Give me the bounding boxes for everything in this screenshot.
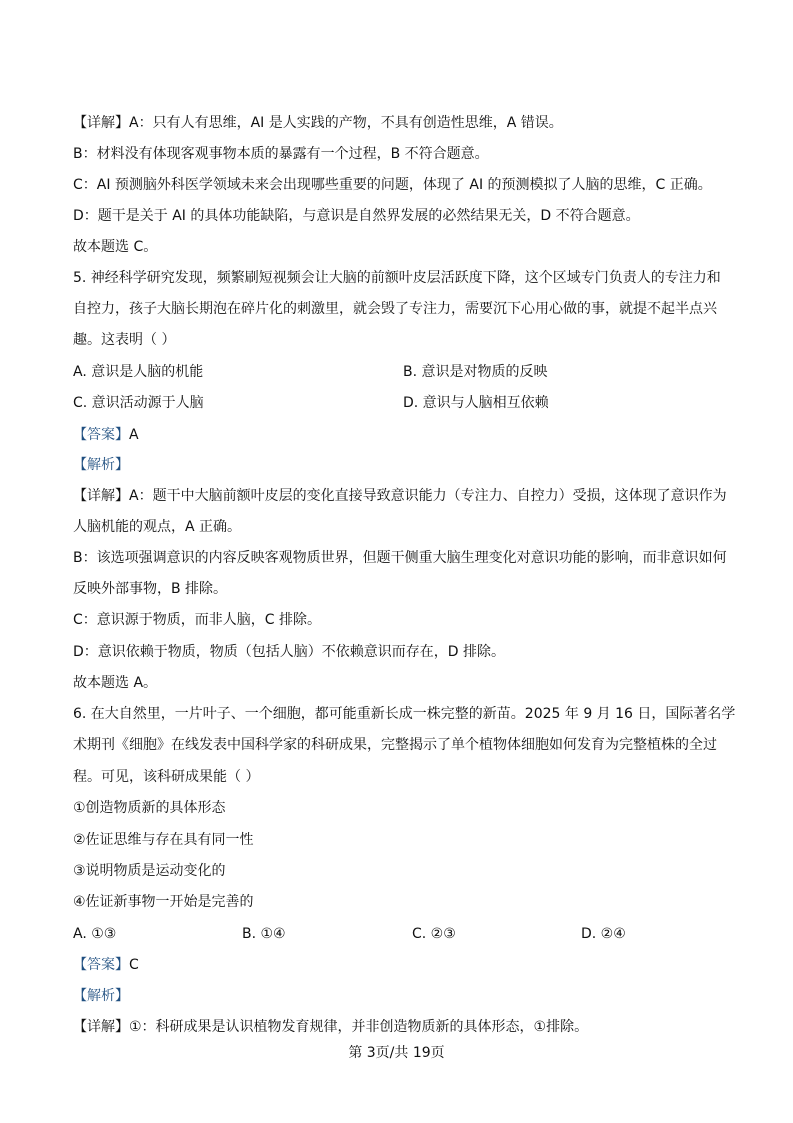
analysis-line: D：题干是关于 AI 的具体功能缺陷，与意识是自然界发展的必然结果无关，D 不符合题意。 (73, 208, 640, 224)
analysis-line: D：意识依赖于物质，物质（包括人脑）不依赖意识而存在，D 排除。 (73, 644, 506, 660)
answer-label: 【答案】 (73, 427, 129, 443)
option-b: B. ①④ (242, 926, 286, 942)
analysis-line: C：意识源于物质，而非人脑，C 排除。 (73, 612, 321, 628)
page-footer: 第 3页/共 19页 (348, 1045, 445, 1061)
analysis-line: C：AI 预测脑外科医学领域未来会出现哪些重要的问题，体现了 AI 的预测模拟了人脑的思维，C 正确。 (73, 177, 712, 193)
statement: ①创造物质新的具体形态 (73, 800, 226, 816)
analysis-line: 人脑机能的观点，A 正确。 (73, 519, 242, 535)
option-d: D. 意识与人脑相互依赖 (403, 395, 549, 411)
analysis-line: 【详解】A：只有人有思维，AI 是人实践的产物，不具有创造性思维，A 错误。 (73, 115, 563, 131)
option-d: D. ②④ (581, 926, 626, 942)
question-stem: 6. 在大自然里，一片叶子、一个细胞，都可能重新长成一株完整的新苗。2025 年 9 月 16 日，国际著名学 (73, 706, 736, 722)
option-a: A. 意识是人脑的机能 (73, 364, 204, 380)
conclusion: 故本题选 C。 (73, 239, 158, 255)
analysis-line: 【详解】①：科研成果是认识植物发育规律，并非创造物质新的具体形态，①排除。 (73, 1019, 589, 1035)
analysis-line: 【详解】A：题干中大脑前额叶皮层的变化直接导致意识能力（专注力、自控力）受损，这体现了意识作为 (73, 488, 727, 504)
statement: ③说明物质是运动变化的 (73, 863, 226, 879)
answer (73, 955, 139, 975)
statement: ④佐证新事物一开始是完善的 (73, 894, 254, 910)
question-stem: 术期刊《细胞》在线发表中国科学家的科研成果，完整揭示了单个植物体细胞如何发育为完整植株的全过 (73, 737, 717, 753)
analysis-line: B：材料没有体现客观事物本质的暴露有一个过程，B 不符合题意。 (73, 146, 489, 162)
answer-label: 【答案】 (73, 957, 129, 973)
statement: ②佐证思维与存在具有同一性 (73, 832, 254, 848)
option-b: B. 意识是对物质的反映 (403, 364, 548, 380)
answer-value: A (129, 427, 139, 443)
analysis-line: 反映外部事物，B 排除。 (73, 581, 228, 597)
question-stem: 自控力，孩子大脑长期泡在碎片化的刺激里，就会毁了专注力，需要沉下心用心做的事，就提不起半点兴 (73, 301, 717, 317)
question-stem: 程。可见，该科研成果能（ ） (73, 769, 260, 785)
question-stem: 5. 神经科学研究发现，频繁刷短视频会让大脑的前额叶皮层活跃度下降，这个区域专门负责人的专注力和 (73, 270, 721, 286)
answer-value: C (129, 957, 139, 973)
option-a: A. ①③ (73, 926, 117, 942)
answer (73, 425, 139, 445)
analysis-line: B：该选项强调意识的内容反映客观物质世界，但题干侧重大脑生理变化对意识功能的影响，而非意识如何 (73, 550, 727, 566)
conclusion: 故本题选 A。 (73, 675, 158, 691)
option-c: C. ②③ (412, 926, 456, 942)
analysis-label: 【解析】 (73, 988, 129, 1004)
question-stem: 趣。这表明（ ） (73, 332, 176, 348)
analysis-label: 【解析】 (73, 457, 129, 473)
option-c: C. 意识活动源于人脑 (73, 395, 204, 411)
